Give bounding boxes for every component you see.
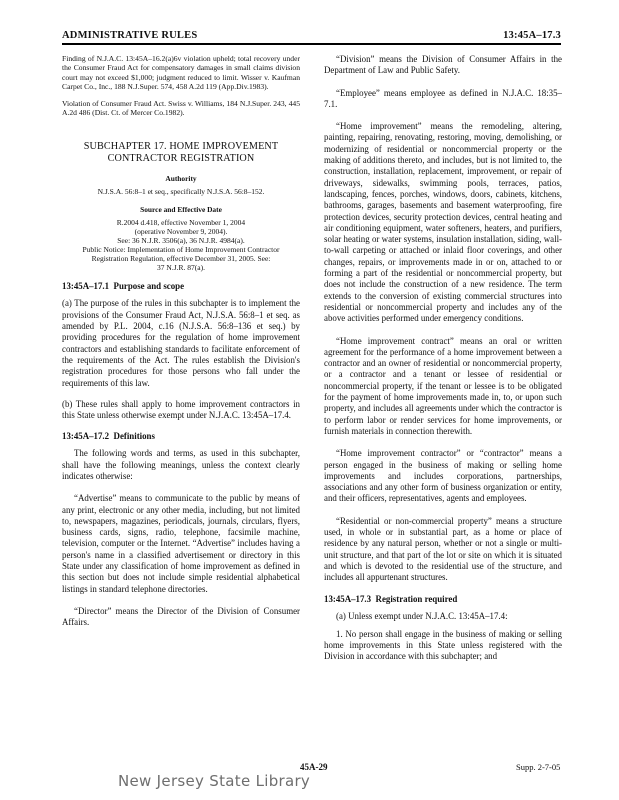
definition: “Employee” means employee as defined in N.J.A.C. 18:35–7.1. (324, 87, 562, 109)
authority-heading: Authority (165, 174, 197, 184)
definition: “Director” means the Director of the Division of Consumer Affairs. (62, 605, 300, 628)
section-heading (62, 431, 300, 442)
source-text: R.2004 d.418, effective November 1, 2004 (operative November 9, 2004). See: 36 N.J.R. 3506(a), 36 N.J.R. 4984(a). Public Notice: Implementation of Home Improvement Contractor Registration Regulation, effective December 31, 2005. See: 37 N.J.R. 87(a). (82, 218, 280, 273)
page-number: 45A-29 (300, 762, 328, 772)
section-title: Registration required (375, 594, 458, 605)
section-title: Definitions (113, 431, 155, 442)
definition: “Division” means the Division of Consumer Affairs in the Department of Law and Public Safety. (324, 54, 562, 76)
definition: “Residential or non-commercial property” means a structure used, in whole or in substantial part, as a home or place of residence by any natural person, whether or not a single or multi-unit structure, and that part of the lot or site on which it is situated and which is devoted to the residential use of the structure, and includes all appurtenant structures. (324, 515, 562, 583)
definition: “Advertise” means to communicate to the public by means of any print, electronic or any other media, including, but not limited to, newspapers, magazines, periodicals, journals, circulars, flyers, business cards, signs, radio, telephone, facsimile machine, television, computer or the Internet. “Advertise” includes having a person's name in a classified advertisement or directory in this State under any classification of home improvement as defined in this section but does not include simple residential alphabetical listings in standard telephone directories. (62, 493, 300, 594)
section-number: 13:45A–17.2 (62, 431, 110, 442)
supplement-date: Supp. 2-7-05 (516, 762, 561, 772)
source-heading: Source and Effective Date (140, 205, 222, 215)
right-column (324, 54, 562, 674)
definition: “Home improvement” means the remodeling, altering, painting, repairing, renovating, restoring, moving, demolishing, or modernizing of residential or noncommercial property or the making of additions thereto, and includes, but is not limited to, the construction, installation, replacement, improvement, or repair of driveways, sidewalks, swimming pools, terraces, patios, landscaping, fences, porches, windows, doors, cabinets, kitchens, bathrooms, garages, basements and basement waterproofing, fire protection devices, security protection devices, central heating and air conditioning equipment, water softeners, heaters, and purifiers, solar heating or water systems, insulation installation, siding, wall-to-wall carpeting or attached or inlaid floor coverings, and other changes, repairs, or improvements made in or on, attached to or forming a part of the residential or noncommercial property, but does not include the construction of a new residence. The term extends to the conversion of existing commercial structures into residential or noncommercial property and includes any of the above activities performed under emergency conditions. (324, 121, 562, 324)
section-number: 13:45A–17.3 (324, 594, 372, 605)
subchapter-title: SUBCHAPTER 17. HOME IMPROVEMENT CONTRACTOR REGISTRATION (83, 141, 279, 165)
paragraph: (a) Unless exempt under N.J.A.C. 13:45A–17.4: (336, 611, 508, 622)
library-stamp: New Jersey State Library (118, 772, 311, 790)
definition: “Home improvement contract” means an oral or written agreement for the performance of a home improvement between a contractor and an owner of residential or noncommercial property, or a contractor and a tenant or lessee of residential or noncommercial property, if the tenant or lessee is to be obligated for the payment of home improvements made in, to, or upon such property, and includes all agreements under which the contractor is to perform labor or render services for home improvements, or furnish materials in connection therewith. (324, 335, 562, 436)
left-column (62, 54, 300, 640)
authority-text: N.J.S.A. 56:8–1 et seq., specifically N.J.S.A. 56:8–152. (97, 187, 265, 197)
paragraph: (b) These rules shall apply to home improvement contractors in this State unless otherwise exempt under N.J.A.C. 13:45A–17.4. (62, 398, 300, 421)
case-note: Violation of Consumer Fraud Act. Swiss v. Williams, 184 N.J.Super. 243, 445 A.2d 486 (Dist. Ct. of Mercer Co.1982). (62, 98, 300, 118)
paragraph: 1. No person shall engage in the business of making or selling home improvements in this State unless registered with the Division in accordance with this subchapter; and (324, 628, 562, 662)
section-title: Purpose and scope (113, 281, 185, 292)
header-section-number: 13:45A–17.3 (503, 30, 561, 41)
page-footer (0, 762, 619, 792)
header-title: ADMINISTRATIVE RULES (62, 30, 198, 41)
section-heading (324, 594, 562, 605)
section-number: 13:45A–17.1 (62, 281, 110, 292)
section-heading (62, 281, 300, 292)
paragraph: The following words and terms, as used in this subchapter, shall have the following meanings, unless the context clearly indicates otherwise: (62, 448, 300, 481)
case-note: Finding of N.J.A.C. 13:45A–16.2(a)6v violation upheld; total recovery under the Consumer Fraud Act for compensatory damages in small claims division court may not exceed $1,000; judgment reduced to limit. Wisser v. Kaufman Carpet Co., Inc., 188 N.J.Super. 574, 458 A.2d 119 (App.Div.1983). (62, 54, 300, 92)
running-header (62, 30, 561, 45)
definition: “Home improvement contractor” or “contractor” means a person engaged in the business of making or selling home improvements and includes corporations, partnerships, associations and any other form of business organization or entity, and their officers, representatives, agents and employees. (324, 448, 562, 504)
paragraph: (a) The purpose of the rules in this subchapter is to implement the provisions of the Consumer Fraud Act, N.J.S.A. 56:8–1 et seq. as amended by P.L. 2004, c.16 (N.J.S.A. 56:8–136 et seq.) by providing procedures for the regulation of home improvement contractors and establishing standards to facilitate enforcement of the requirements of the Act. The rules establish the Division's registration procedures for those persons who fall under the requirements of this law. (62, 298, 300, 388)
